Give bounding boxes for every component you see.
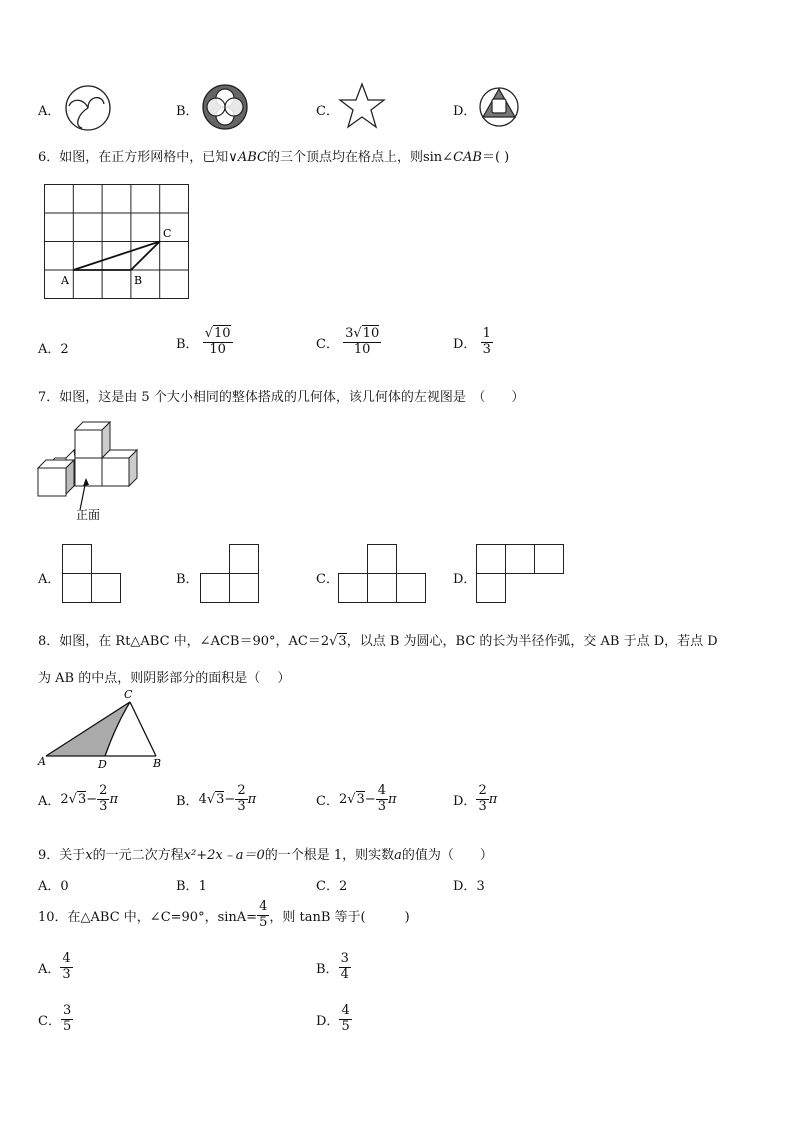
q6-angle: ∠ — [442, 150, 454, 165]
q6-stem — [38, 146, 509, 165]
q7-option-a-figure — [62, 544, 124, 604]
q10-sina-fraction: $\frac{4}{5}$ — [259, 899, 268, 930]
q8-number: 8． — [38, 634, 60, 649]
q7-option-b-label[interactable]: B． — [176, 572, 199, 587]
q9-option-c[interactable]: C．2 — [316, 879, 348, 894]
q7-front-label: 正面 — [76, 508, 101, 522]
q7-option-c-label[interactable]: C． — [316, 572, 339, 587]
q9-number: 9． — [38, 848, 60, 863]
q7-option-d-figure — [476, 544, 566, 604]
q7-stem — [38, 386, 524, 405]
q8-option-a[interactable]: A．2√3− $\frac{2}{3}$ π — [38, 783, 118, 814]
q6-option-c[interactable]: C． $\frac{3√10}{10}$ — [316, 326, 380, 357]
q8-stem-line2: 为 AB 的中点，则阴影部分的面积是（ ） — [38, 671, 291, 686]
q6-triangle — [73, 242, 159, 271]
q6-text-mid: 的三个顶点均在格点上，则 — [266, 150, 423, 165]
q5-option-d-label[interactable]: D． — [453, 104, 477, 119]
q5-option-a-label[interactable]: A． — [38, 104, 61, 119]
q5-option-c-label[interactable]: C． — [316, 104, 339, 119]
q6-label-a: A — [61, 274, 69, 287]
star-icon — [338, 82, 386, 130]
q8-ac-value: 2√3 — [320, 634, 347, 649]
q10-option-c[interactable]: C． $\frac{3}{5}$ — [38, 1003, 72, 1034]
q8-option-b[interactable]: B．4√3− $\frac{2}{3}$ π — [176, 783, 257, 814]
q7-option-c-figure — [338, 544, 428, 604]
q9-stem: 9．关于x的一元二次方程x²+2x﹣a＝0的一个根是 1，则实数a的值为（ ） — [38, 848, 493, 863]
q8-label-b: B — [153, 757, 162, 770]
triangle-in-circle-icon — [478, 86, 520, 128]
q6-sin: sin — [422, 150, 443, 165]
q6-triangle-symbol: ∨ — [228, 150, 238, 165]
q6-cab: CAB — [453, 150, 482, 165]
q10-option-d[interactable]: D． $\frac{4}{5}$ — [316, 1003, 350, 1034]
q8-text-a: 如图，在 Rt△ABC 中，∠ACB＝90°，AC＝ — [59, 634, 321, 649]
q7-text: 如图，这是由 5 个大小相同的整体搭成的几何体，该几何体的左视图是 （ ） — [59, 390, 525, 405]
q6-option-d[interactable]: D． $\frac{1}{3}$ — [453, 326, 491, 357]
q6-option-b[interactable]: B． $\frac{√10}{10}$ — [176, 326, 231, 357]
q6-option-a[interactable]: A．2 — [38, 342, 69, 357]
four-petal-circle-icon — [201, 83, 249, 131]
q10-option-b[interactable]: B． $\frac{3}{4}$ — [316, 951, 349, 982]
q10-option-a[interactable]: A． $\frac{4}{3}$ — [38, 951, 71, 982]
q8-option-d[interactable]: D． $\frac{2}{3}$ π — [453, 783, 498, 814]
q7-number: 7． — [38, 390, 60, 405]
q6-text-before: 如图，在正方形网格中，已知 — [59, 150, 229, 165]
q8-triangle-figure — [38, 690, 166, 770]
q6-grid-figure — [44, 184, 190, 300]
q10-stem: 10．在△ABC 中，∠C=90°，sinA= $\frac{4}{5}$ ，则 tanB 等于( ) — [38, 899, 410, 930]
q8-stem-line1 — [38, 630, 718, 649]
q8-label-c: C — [124, 688, 133, 701]
q10-number: 10． — [38, 909, 68, 925]
q8-text-b: ，以点 B 为圆心，BC 的长为半径作弧，交 AB 于点 D，若点 D — [346, 634, 718, 649]
q9-equation: x²+2x﹣a＝0 — [183, 848, 265, 863]
q7-cubes-figure — [36, 418, 140, 524]
q9-option-b[interactable]: B．1 — [176, 879, 207, 894]
q7-option-a-label[interactable]: A． — [38, 572, 61, 587]
q5-option-b-label[interactable]: B． — [176, 104, 199, 119]
q8-option-c[interactable]: C．2√3− $\frac{4}{3}$ π — [316, 783, 397, 814]
q8-label-a: A — [38, 755, 46, 768]
q6-label-c: C — [163, 227, 172, 240]
q6-abc: ABC — [237, 150, 267, 165]
q8-label-d: D — [98, 758, 107, 771]
q7-option-d-label[interactable]: D． — [453, 572, 477, 587]
yin-yang-swirl-icon — [64, 84, 112, 132]
q9-option-a[interactable]: A．0 — [38, 879, 69, 894]
q6-number: 6． — [38, 150, 60, 165]
q7-option-b-figure — [200, 544, 262, 604]
q9-option-d[interactable]: D．3 — [453, 879, 485, 894]
q6-label-b: B — [134, 274, 143, 287]
q6-text-end: ＝( ) — [481, 150, 510, 165]
